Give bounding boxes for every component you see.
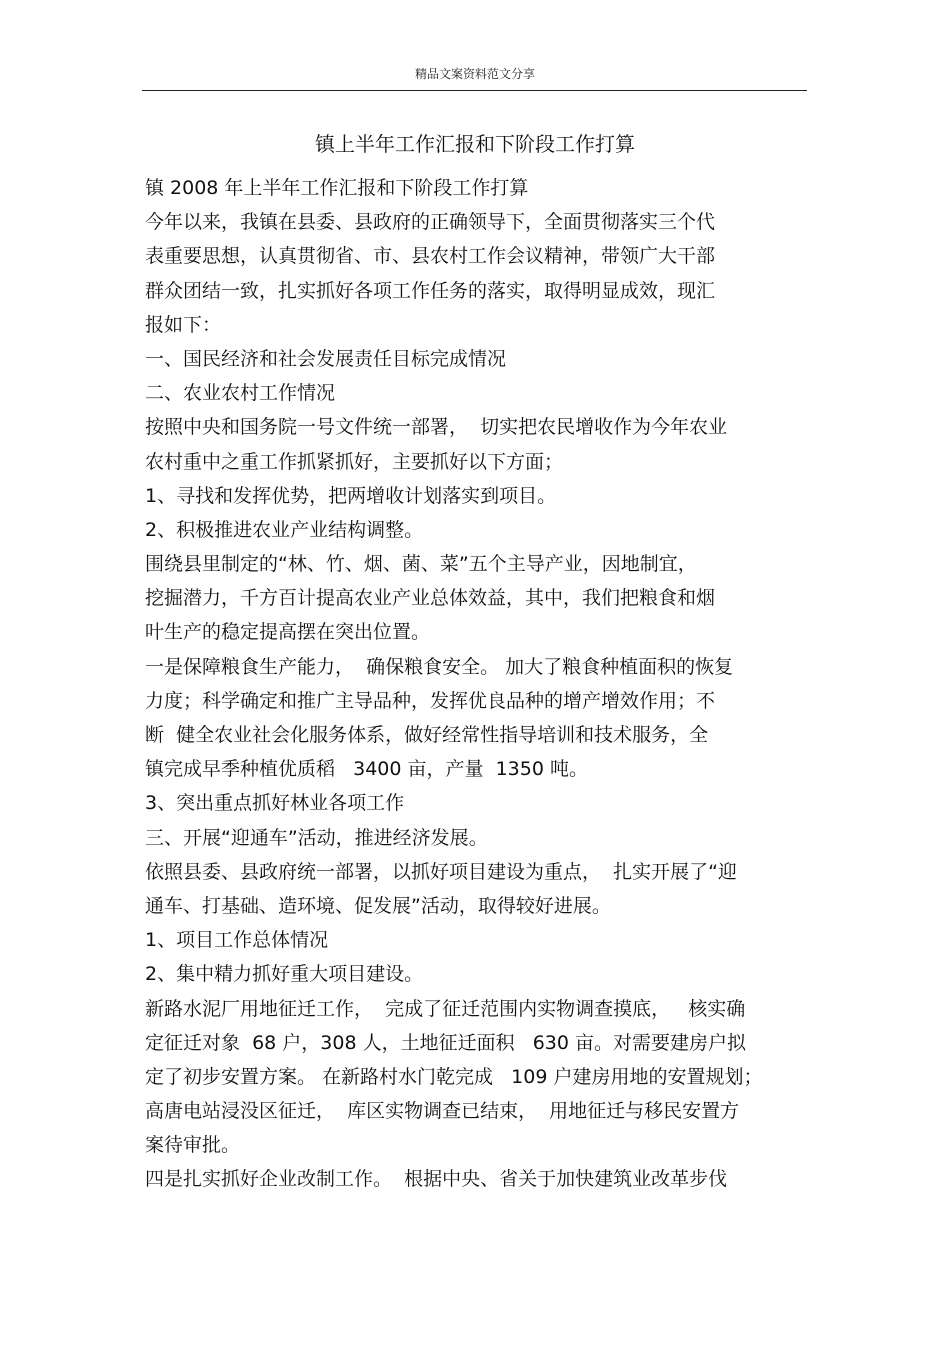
body-line: 案待审批。: [145, 1134, 241, 1157]
document-title: 镇上半年工作汇报和下阶段工作打算: [315, 132, 635, 156]
header-divider: [142, 90, 807, 91]
body-line: 定征迁对象 68 户，308 人，土地征迁面积 630 亩。对需要建房户拟: [145, 1031, 747, 1054]
body-line: 挖掘潜力，千方百计提高农业产业总体效益，其中，我们把粮食和烟: [145, 587, 716, 610]
body-line: 高唐电站浸没区征迁， 库区实物调查已结束， 用地征迁与移民安置方: [145, 1100, 740, 1123]
body-text: [145, 171, 810, 1197]
list-item: 3、突出重点抓好林业各项工作: [145, 792, 405, 815]
body-line-subtitle: 镇 2008 年上半年工作汇报和下阶段工作打算: [145, 177, 529, 199]
body-line: 镇完成早季种植优质稻 3400 亩，产量 1350 吨。: [145, 758, 588, 781]
body-line: 农村重中之重工作抓紧抓好，主要抓好以下方面；: [145, 450, 564, 473]
list-item: 1、项目工作总体情况: [145, 929, 329, 952]
body-line: 依照县委、县政府统一部署，以抓好项目建设为重点， 扎实开展了“迎: [145, 860, 737, 883]
list-item: 2、集中精力抓好重大项目建设。: [145, 963, 424, 986]
body-line: 表重要思想，认真贯彻省、市、县农村工作会议精神，带领广大干部: [145, 245, 716, 268]
body-line: 围绕县里制定的“林、竹、烟、菌、菜”五个主导产业，因地制宜，: [145, 553, 697, 576]
body-line: 叶生产的稳定提高摆在突出位置。: [145, 621, 431, 644]
list-item: 1、寻找和发挥优势，把两增收计划落实到项目。: [145, 484, 557, 507]
body-line: 群众团结一致，扎实抓好各项工作任务的落实，取得明显成效，现汇: [145, 279, 716, 302]
body-line: 通车、打基础、造环境、促发展”活动，取得较好进展。: [145, 894, 611, 917]
body-line: 一是保障粮食生产能力， 确保粮食安全。 加大了粮食种植面积的恢复: [145, 655, 734, 678]
body-line: 新路水泥厂用地征迁工作， 完成了征迁范围内实物调查摸底， 核实确: [145, 997, 746, 1020]
body-line: 今年以来，我镇在县委、县政府的正确领导下，全面贯彻落实三个代: [145, 211, 716, 234]
list-item: 2、积极推进农业产业结构调整。: [145, 518, 424, 541]
section-heading-1: 一、国民经济和社会发展责任目标完成情况: [145, 347, 507, 370]
section-heading-3: 三、开展“迎通车”活动，推进经济发展。: [145, 826, 488, 849]
body-line: 按照中央和国务院一号文件统一部署， 切实把农民增收作为今年农业: [145, 416, 728, 439]
body-line: 定了初步安置方案。 在新路村水门乾完成 109 户建房用地的安置规划；: [145, 1065, 763, 1088]
body-line: 力度；科学确定和推广主导品种，发挥优良品种的增产增效作用；不: [145, 689, 716, 712]
body-line: 报如下：: [145, 313, 222, 336]
running-header: 精品文案资料范文分享: [414, 67, 535, 81]
section-heading-2: 二、农业农村工作情况: [145, 382, 336, 405]
body-line: 断 健全农业社会化服务体系，做好经常性指导培训和技术服务，全: [145, 724, 709, 746]
body-line: 四是扎实抓好企业改制工作。 根据中央、省关于加快建筑业改革步伐: [145, 1168, 728, 1191]
